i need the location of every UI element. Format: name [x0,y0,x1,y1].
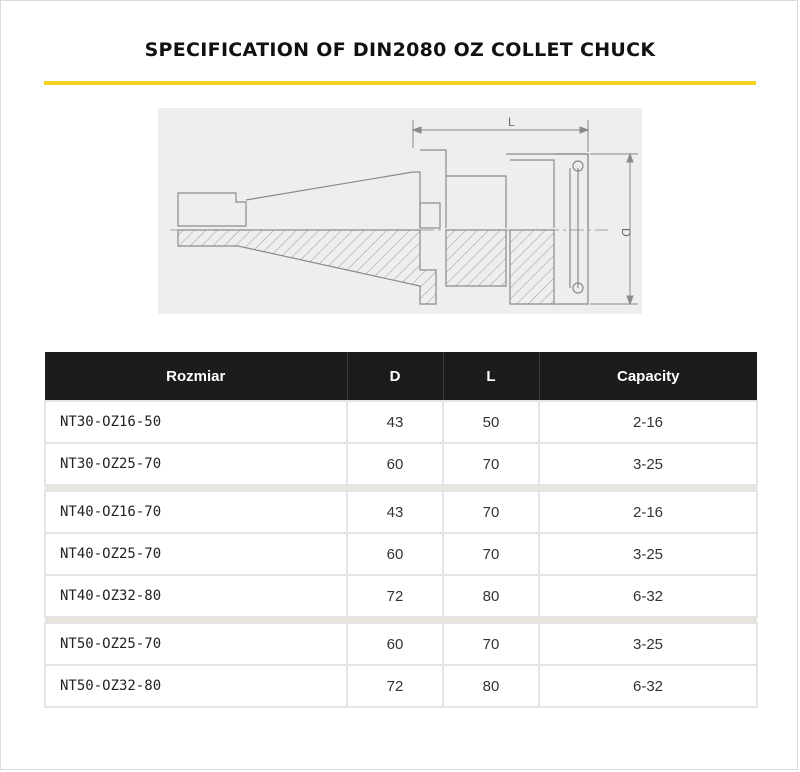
table-row [45,575,757,617]
cell-size: NT50-OZ32-80 [45,665,347,707]
cell-capacity: 6-32 [539,575,757,617]
cell-l: 70 [443,491,539,533]
cell-size: NT30-OZ16-50 [45,401,347,443]
table-row [45,443,757,485]
cell-l: 70 [443,533,539,575]
cell-capacity: 2-16 [539,401,757,443]
cell-l: 80 [443,665,539,707]
cell-l: 80 [443,575,539,617]
title-underline [44,81,756,85]
header-capacity: Capacity [539,352,757,401]
header-l: L [443,352,539,401]
cell-d: 60 [347,623,443,665]
cell-size: NT40-OZ25-70 [45,533,347,575]
cell-l: 70 [443,443,539,485]
header-size: Rozmiar [45,352,347,401]
table-row [45,533,757,575]
collet-chuck-drawing [158,108,642,314]
table-row [45,491,757,533]
specification-table [44,352,758,708]
cell-d: 72 [347,575,443,617]
cell-d: 60 [347,533,443,575]
cell-d: 60 [347,443,443,485]
table-header-row [45,352,757,401]
header-d: D [347,352,443,401]
technical-drawing [158,108,642,314]
cell-size: NT40-OZ16-70 [45,491,347,533]
table-row [45,401,757,443]
cell-size: NT50-OZ25-70 [45,623,347,665]
cell-size: NT40-OZ32-80 [45,575,347,617]
cell-size: NT30-OZ25-70 [45,443,347,485]
cell-d: 72 [347,665,443,707]
dimension-label-l: L [508,115,515,129]
table-row [45,665,757,707]
table-row [45,623,757,665]
page-title: SPECIFICATION OF DIN2080 OZ COLLET CHUCK [144,39,656,61]
cell-d: 43 [347,491,443,533]
cell-capacity: 3-25 [539,533,757,575]
cell-l: 50 [443,401,539,443]
cell-capacity: 3-25 [539,623,757,665]
cell-d: 43 [347,401,443,443]
cell-capacity: 6-32 [539,665,757,707]
cell-capacity: 2-16 [539,491,757,533]
dimension-label-d: D [619,228,633,237]
cell-l: 70 [443,623,539,665]
cell-capacity: 3-25 [539,443,757,485]
